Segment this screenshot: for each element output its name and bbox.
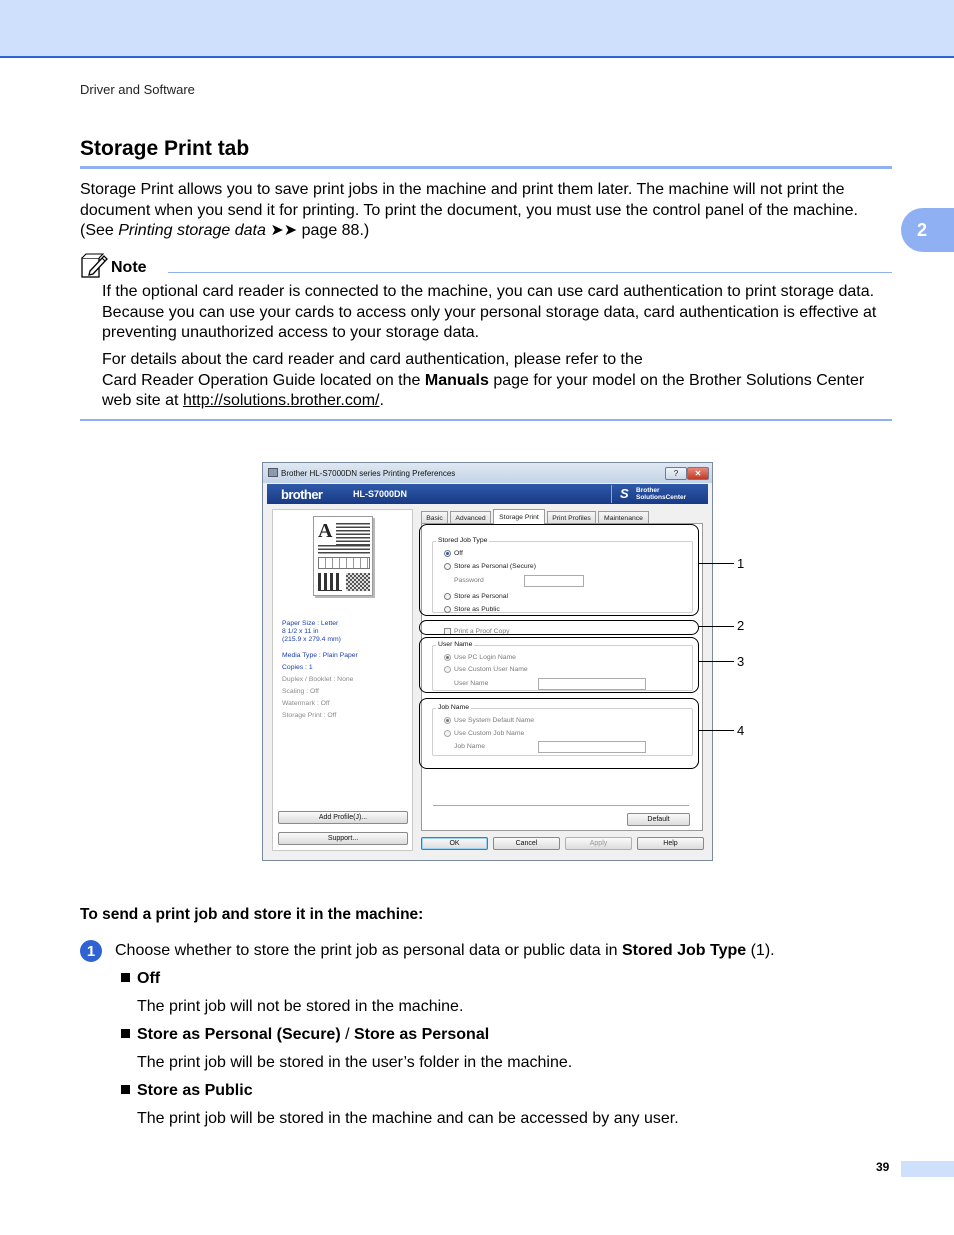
callout-frame-1	[419, 524, 699, 616]
dialog-title: Brother HL-S7000DN series Printing Preferences	[281, 469, 456, 478]
note-paragraph-2: For details about the card reader and card authentication, please refer to the Card Reader Operation Guide located on the Manuals page for your model on the Brother Solutions Center web site at http://solutions.brother.com/.	[102, 351, 865, 409]
option-store-public: Store as Public	[121, 1081, 253, 1101]
note-pencil-icon	[80, 253, 108, 279]
double-arrow-icon: ➤➤	[270, 222, 298, 239]
info-copies: Copies : 1	[282, 664, 313, 671]
note-end-rule	[80, 419, 892, 421]
tab-maintenance[interactable]: Maintenance	[598, 511, 649, 524]
stored-job-type-group: Stored Job Type	[432, 541, 693, 613]
note-label: Note	[111, 259, 147, 276]
dialog-titlebar	[263, 463, 712, 483]
info-media-type: Media Type : Plain Paper	[282, 652, 358, 659]
step-1-text: Choose whether to store the print job as personal data or public data in Stored Job Type (1).	[115, 942, 775, 959]
bullet-square-icon	[121, 1029, 130, 1038]
tab-storage-print[interactable]: Storage Print	[493, 509, 545, 524]
radio-pc-login-name[interactable]: Use PC Login Name	[444, 654, 516, 661]
intro-paragraph: Storage Print allows you to save print jobs in the machine and print them later. The machine will not print the document when you send it for printing. To print the document, you must use the control panel of the machine. (See Printing storage data ➤➤ page 88.)	[80, 181, 858, 239]
support-button[interactable]: Support...	[278, 832, 408, 845]
brother-logo: brother	[281, 487, 323, 502]
separator-line	[433, 805, 689, 806]
tab-advanced[interactable]: Advanced	[450, 511, 491, 524]
cross-reference[interactable]: Printing storage data	[118, 222, 266, 239]
callout-leader-1	[699, 563, 734, 564]
info-paper-size: Paper Size : Letter	[282, 620, 339, 627]
info-duplex: Duplex / Booklet : None	[282, 676, 354, 683]
radio-custom-job-name[interactable]: Use Custom Job Name	[444, 730, 524, 737]
proof-copy-checkbox[interactable]: Print a Proof Copy	[444, 628, 510, 635]
page-number: 39	[876, 1160, 890, 1174]
option-off-desc: The print job will not be stored in the machine.	[137, 998, 464, 1015]
option-store-personal: Store as Personal (Secure) / Store as Personal	[121, 1025, 489, 1045]
radio-off[interactable]: Off	[444, 550, 463, 557]
password-label: Password	[454, 577, 484, 584]
callout-leader-3	[699, 661, 734, 662]
preview-panel	[272, 509, 413, 851]
brand-banner	[267, 484, 708, 504]
title-rule	[80, 166, 892, 169]
callout-frame-4	[419, 698, 699, 769]
callout-leader-2	[699, 626, 734, 627]
chapter-tab: 2	[901, 208, 954, 252]
job-name-label: Job Name	[454, 743, 485, 750]
tab-print-profiles[interactable]: Print Profiles	[547, 511, 596, 524]
user-name-group: User Name	[432, 645, 693, 691]
callout-frame-3	[419, 637, 699, 693]
bullet-square-icon	[121, 973, 130, 982]
running-header: Driver and Software	[80, 82, 195, 97]
ok-button[interactable]: OK	[421, 837, 488, 850]
info-paper-mm: (215.9 x 279.4 mm)	[282, 636, 341, 643]
radio-store-personal-secure[interactable]: Store as Personal (Secure)	[444, 563, 536, 570]
page-number-tab	[901, 1161, 954, 1177]
info-storage-print: Storage Print : Off	[282, 712, 337, 719]
option-off: Off	[121, 969, 160, 989]
callout-number-4: 4	[737, 723, 745, 738]
model-name: HL-S7000DN	[353, 489, 408, 499]
solutions-link[interactable]: http://solutions.brother.com/	[182, 392, 380, 409]
default-button[interactable]: Default	[627, 813, 690, 826]
cancel-button[interactable]: Cancel	[493, 837, 560, 850]
radio-store-personal[interactable]: Store as Personal	[444, 593, 508, 600]
apply-button[interactable]: Apply	[565, 837, 632, 850]
help-titlebar-button[interactable]: ?	[665, 467, 687, 480]
info-scaling: Scaling : Off	[282, 688, 319, 695]
section-title: Storage Print tab	[80, 137, 250, 160]
callout-leader-4	[699, 730, 734, 731]
radio-store-public[interactable]: Store as Public	[444, 606, 500, 613]
solutions-center-icon: S	[620, 486, 629, 501]
solutions-center-button[interactable]: S Brother SolutionsCenter	[611, 485, 707, 503]
close-icon[interactable]: ✕	[687, 467, 709, 480]
page-preview-thumbnail: A	[313, 516, 373, 596]
procedure-subheading: To send a print job and store it in the machine:	[80, 906, 424, 923]
bullet-square-icon	[121, 1085, 130, 1094]
step-number-badge: 1	[80, 940, 102, 962]
top-header-band	[0, 0, 954, 58]
job-name-group: Job Name	[432, 708, 693, 756]
radio-custom-user-name[interactable]: Use Custom User Name	[444, 666, 528, 673]
tab-basic[interactable]: Basic	[421, 511, 448, 524]
callout-number-1: 1	[737, 556, 745, 571]
note-paragraph-1: If the optional card reader is connected to the machine, you can use card authentication to print storage data. Because you can use your cards to access only your personal storage data, card authentication is effective at preventing unauthorized access to your storage data.	[102, 283, 877, 341]
user-name-label: User Name	[454, 680, 489, 687]
callout-frame-2	[419, 620, 699, 635]
callout-number-3: 3	[737, 654, 745, 669]
printer-icon	[268, 468, 278, 477]
option-store-public-desc: The print job will be stored in the machine and can be accessed by any user.	[137, 1110, 679, 1127]
note-rule	[168, 272, 892, 273]
option-store-personal-desc: The print job will be stored in the user’s folder in the machine.	[137, 1054, 573, 1071]
add-profile-button[interactable]: Add Profile(J)...	[278, 811, 408, 824]
info-watermark: Watermark : Off	[282, 700, 330, 707]
radio-system-default-name[interactable]: Use System Default Name	[444, 717, 534, 724]
help-button[interactable]: Help	[637, 837, 704, 850]
callout-number-2: 2	[737, 618, 745, 633]
info-paper-inches: 8 1/2 x 11 in	[282, 628, 319, 635]
